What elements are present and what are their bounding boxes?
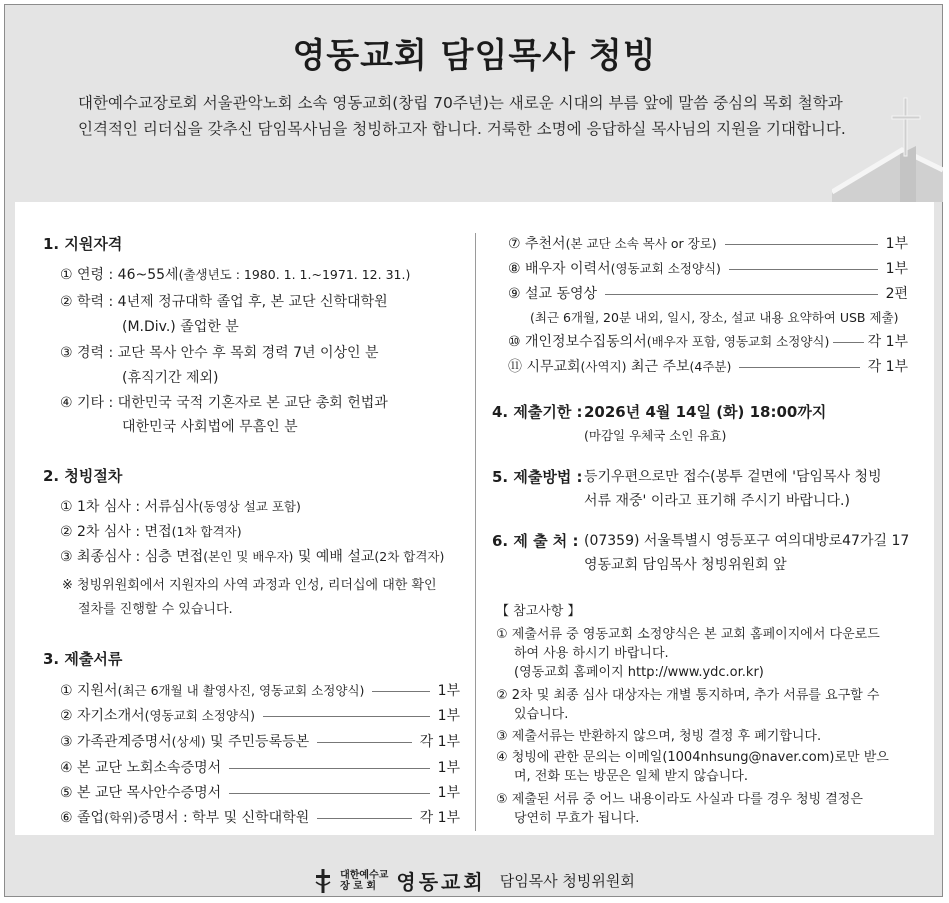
- reference-4-cont: 며, 전화 또는 방문은 일체 받지 않습니다.: [514, 769, 748, 784]
- procedure-step-2: ② 2차 심사 : 면접(1차 합격자): [60, 524, 242, 540]
- section-6-heading: 6. 제 출 처 :: [492, 532, 579, 550]
- qualification-other-cont: 대한민국 사회법에 무흠인 분: [122, 419, 298, 435]
- footer: [0, 866, 949, 896]
- doc-spouse-resume: ⑧ 배우자 이력서(영동교회 소정양식) 1부: [508, 261, 908, 277]
- intro-line-2: 인격적인 리더십을 갖추신 담임목사님을 청빙하고자 합니다. 거룩한 소명에 응답하실 목사님의 지원을 기대합니다.: [78, 120, 846, 138]
- procedure-step-1: ① 1차 심사 : 서류심사(동영상 설교 포함): [60, 499, 301, 515]
- doc-ordination-certificate: ⑤ 본 교단 목사안수증명서 1부: [60, 785, 460, 801]
- dotted-leader: [263, 715, 430, 717]
- denomination-label: 대한예수교 장 로 회: [340, 869, 389, 892]
- doc-sermon-video: ⑨ 설교 동영상 2편: [508, 286, 908, 302]
- submission-address-cont: 영동교회 담임목사 청빙위원회 앞: [584, 557, 787, 573]
- deadline-note: (마감일 우체국 소인 유효): [584, 428, 727, 443]
- section-2-heading: 2. 청빙절차: [43, 467, 123, 485]
- submission-method-cont: 서류 재중' 이라고 표기해 주시기 바랍니다.): [584, 493, 850, 509]
- qualification-career-cont: (휴직기간 제외): [122, 370, 219, 386]
- qualification-education: ② 학력 : 4년제 정규대학 졸업 후, 본 교단 신학대학원: [60, 294, 388, 310]
- reference-2-cont: 있습니다.: [514, 707, 569, 722]
- cross-logo-icon: [314, 868, 332, 894]
- deadline-value: 2026년 4월 14일 (화) 18:00까지: [584, 403, 827, 421]
- page-title: 영동교회 담임목사 청빙: [292, 36, 657, 76]
- doc-church-bulletin: ⑪ 시무교회(사역지) 최근 주보(4주분) 각 1부: [508, 359, 908, 375]
- submission-address: (07359) 서울특별시 영등포구 여의대방로47가길 17: [584, 533, 910, 549]
- procedure-step-3: ③ 최종심사 : 심층 면접(본인 및 배우자) 및 예배 설교(2차 합격자): [60, 549, 445, 565]
- reference-4: ④ 청빙에 관한 문의는 이메일(1004nhsung@naver.com)로만 받으: [496, 750, 889, 765]
- section-3-heading: 3. 제출서류: [43, 650, 123, 668]
- reference-5-cont: 당연히 무효가 됩니다.: [514, 811, 640, 826]
- dotted-leader: [229, 767, 429, 769]
- doc-family-relation: ③ 가족관계증명서(상세) 및 주민등록등본 각 1부: [60, 734, 460, 750]
- reference-5: ⑤ 제출된 서류 중 어느 내용이라도 사실과 다를 경우 청빙 결정은: [496, 792, 863, 807]
- doc-presbytery-membership: ④ 본 교단 노회소속증명서 1부: [60, 760, 460, 776]
- dotted-leader: [317, 817, 411, 819]
- reference-1-url: (영동교회 홈페이지 http://www.ydc.or.kr): [514, 665, 764, 680]
- dotted-leader: [605, 293, 877, 295]
- doc-application: ① 지원서(최근 6개월 내 촬영사진, 영동교회 소정양식) 1부: [60, 683, 460, 699]
- procedure-note: ※ 청빙위원회에서 지원자의 사역 과정과 인성, 리더십에 대한 확인: [62, 578, 437, 593]
- section-5-heading: 5. 제출방법 :: [492, 468, 583, 486]
- dotted-leader: [372, 690, 429, 692]
- doc-privacy-consent: ⑩ 개인정보수집동의서(배우자 포함, 영동교회 소정양식) 각 1부: [508, 334, 908, 350]
- dotted-leader: [739, 366, 859, 368]
- intro-line-1: 대한예수교장로회 서울관악노회 소속 영동교회(창립 70주년)는 새로운 시대의 부름 앞에 말씀 중심의 목회 철학과: [78, 94, 843, 112]
- reference-1-cont: 하여 사용 하시기 바랍니다.: [514, 646, 669, 661]
- references-heading: 【 참고사항 】: [496, 604, 581, 619]
- procedure-note-cont: 절차를 진행할 수 있습니다.: [78, 602, 233, 617]
- qualification-age: ① 연령 : 46~55세(출생년도 : 1980. 1. 1.~1971. 12. 31.): [60, 267, 411, 283]
- submission-method: 등기우편으로만 접수(봉투 겉면에 '담임목사 청빙: [584, 469, 882, 485]
- doc-self-introduction: ② 자기소개서(영동교회 소정양식) 1부: [60, 708, 460, 724]
- qualification-other: ④ 기타 : 대한민국 국적 기혼자로 본 교단 총회 헌법과: [60, 395, 388, 411]
- section-1-heading: 1. 지원자격: [43, 235, 123, 253]
- church-logo: [314, 866, 635, 895]
- intro-text: [78, 90, 878, 142]
- reference-3: ③ 제출서류는 반환하지 않으며, 청빙 결정 후 폐기합니다.: [496, 729, 822, 744]
- dotted-leader: [725, 243, 878, 245]
- church-steeple-icon: [832, 92, 943, 202]
- doc-graduation-certificate: ⑥ 졸업(학위)증명서 : 학부 및 신학대학원 각 1부: [60, 810, 460, 826]
- sermon-video-note: (최근 6개월, 20분 내외, 일시, 장소, 설교 내용 요약하여 USB 제출): [530, 310, 899, 325]
- doc-recommendation: ⑦ 추천서(본 교단 소속 목사 or 장로) 1부: [508, 236, 908, 252]
- qualification-career: ③ 경력 : 교단 목사 안수 후 목회 경력 7년 이상인 분: [60, 345, 379, 361]
- dotted-leader: [317, 741, 411, 743]
- dotted-leader: [833, 341, 863, 343]
- section-4-heading: 4. 제출기한 :: [492, 403, 583, 421]
- committee-name: 담임목사 청빙위원회: [499, 872, 635, 890]
- dotted-leader: [229, 792, 429, 794]
- column-divider: [475, 233, 476, 831]
- reference-2: ② 2차 및 최종 심사 대상자는 개별 통지하며, 추가 서류를 요구할 수: [496, 688, 880, 703]
- qualification-education-cont: (M.Div.) 졸업한 분: [122, 319, 239, 335]
- reference-1: ① 제출서류 중 영동교회 소정양식은 본 교회 홈페이지에서 다운로드: [496, 627, 880, 642]
- dotted-leader: [729, 268, 878, 270]
- church-name: 영동교회: [396, 870, 486, 894]
